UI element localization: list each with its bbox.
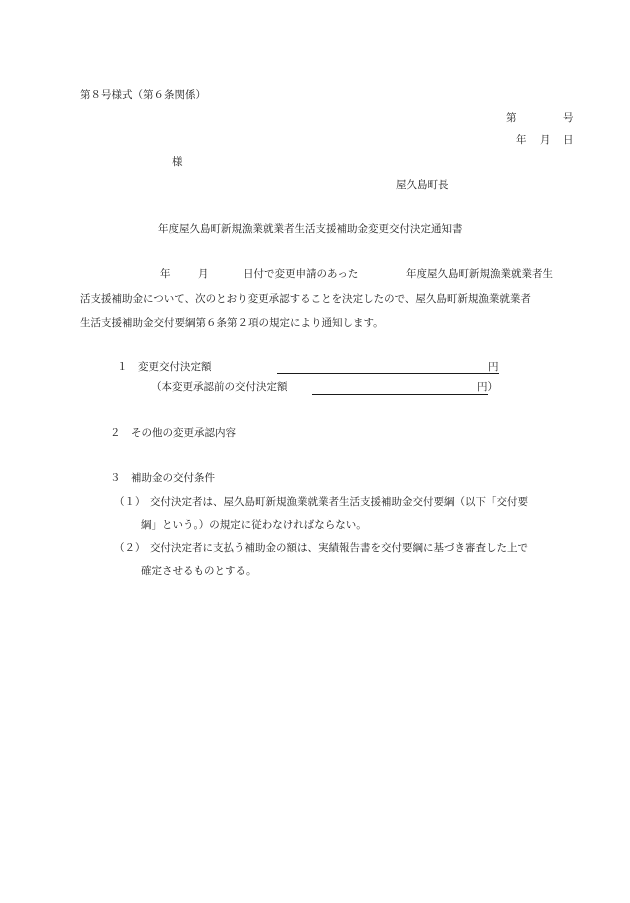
intro-line-2: 活支援補助金について、次のとおり変更承認することを決定したので、屋久島町新規漁業就業者 — [80, 293, 531, 305]
doc-number-suffix: 号 — [563, 112, 574, 124]
intro-date-text: 日付で変更申請のあった — [243, 268, 359, 280]
doc-number-prefix: 第 — [506, 112, 517, 124]
condition-2-number: （２） — [114, 542, 146, 554]
condition-1-number: （１） — [114, 496, 146, 508]
intro-year: 年 — [160, 268, 171, 280]
form-number: 第８号様式（第６条関係） — [80, 89, 206, 101]
section2-label: ２ その他の変更承認内容 — [110, 427, 236, 439]
condition-1-line-2: 綱」という。）の規定に従わなければならない。 — [141, 519, 367, 531]
intro-month: 月 — [198, 268, 209, 280]
section1-unit: 円 — [488, 361, 499, 373]
sender-name: 屋久島町長 — [396, 179, 449, 191]
date-year: 年 — [516, 134, 527, 146]
condition-2-line-1: 交付決定者に支払う補助金の額は、実績報告書を交付要綱に基づき審査した上で — [150, 542, 528, 554]
intro-line1-tail: 年度屋久島町新規漁業就業者生 — [406, 268, 553, 280]
date-day: 日 — [563, 134, 574, 146]
section1-sub-unit: 円） — [477, 381, 498, 393]
document-title: 年度屋久島町新規漁業就業者生活支援補助金変更交付決定通知書 — [158, 223, 463, 235]
condition-1-line-1: 交付決定者は、屋久島町新規漁業就業者生活支援補助金交付要綱（以下「交付要 — [150, 496, 528, 508]
section3-label: ３ 補助金の交付条件 — [110, 472, 215, 484]
addressee-honorific: 様 — [172, 156, 183, 168]
amount-field-line — [277, 373, 499, 374]
section1-sub-label: （本変更承認前の交付決定額 — [151, 381, 288, 393]
section1-label: １ 変更交付決定額 — [117, 361, 212, 373]
intro-line-3: 生活支援補助金交付要綱第６条第２項の規定により通知します。 — [80, 317, 384, 329]
date-month: 月 — [540, 134, 551, 146]
previous-amount-field-line — [312, 394, 488, 395]
condition-2-line-2: 確定させるものとする。 — [141, 565, 257, 577]
